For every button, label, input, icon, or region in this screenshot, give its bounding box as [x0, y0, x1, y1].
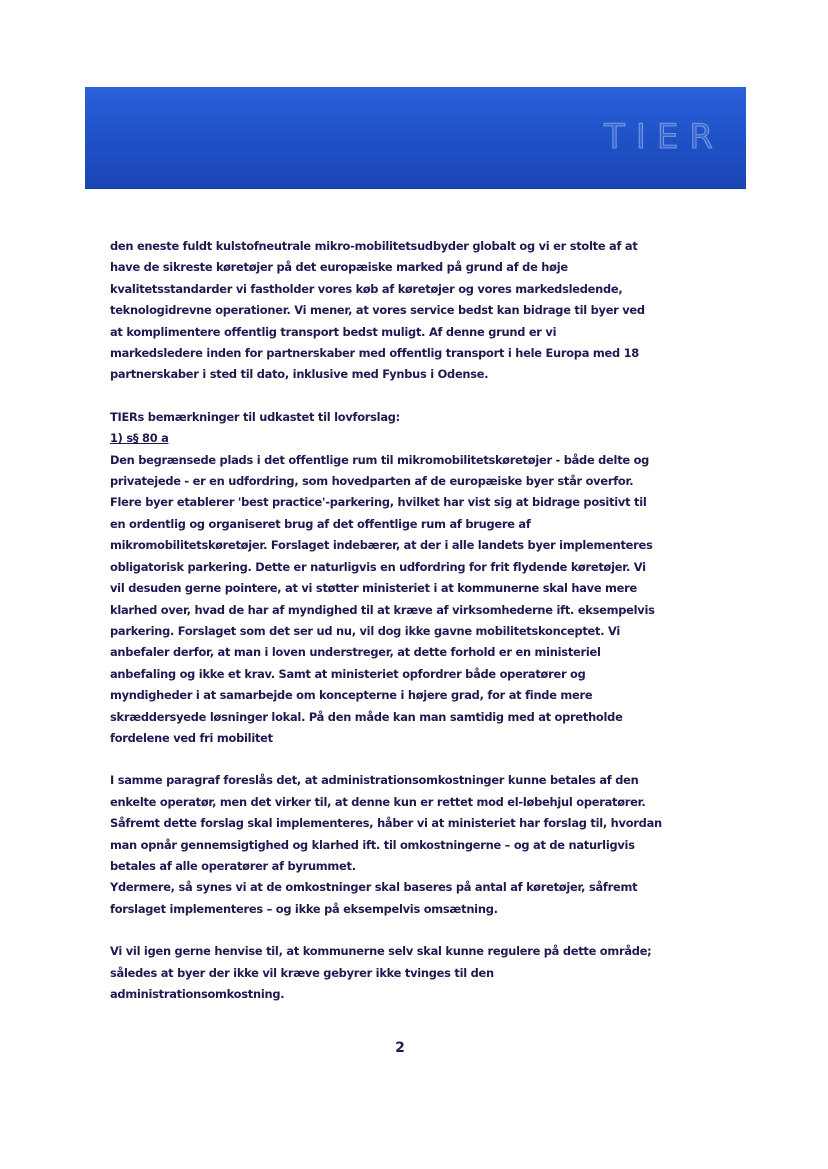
page-number — [0, 1040, 828, 1056]
intro-paragraph: den eneste fuldt kulstofneutrale mikro-mobilitetsudbyder globalt og vi er stolte af at have de sikreste køretøjer på det europæiske marked på grund af de høje kvalitetsstandarder vi fastholder vores køb af køretøjer og vores markedsledende, teknologidrevne operationer. Vi mener, at vores service bedst kan bidrage til byer ved at komplimentere offentlig transport bedst muligt. Af denne grund er vi markedsledere inden for partnerskaber med offentlig transport i hele Europa med 18 partnerskaber i sted til dato, inklusive med Fynbus i Odense. — [110, 239, 645, 382]
paragraph-spacer — [110, 386, 710, 407]
closing-paragraph: Vi vil igen gerne henvise til, at kommunerne selv skal kunne regulere på dette område; således at byer der ikke vil kræve gebyrer ikke tvinges til den administrationsomkostning. — [110, 944, 652, 1001]
section-heading: TIERs bemærkninger til udkastet til lovforslag: — [110, 409, 400, 424]
costs-paragraph: I samme paragraf foreslås det, at administrationsomkostninger kunne betales af den enkelte operatør, men det virker til, at denne kun er rettet mod el-løbehjul operatører. Såfremt dette forslag skal implementeres, håber vi at ministeriet har forslag til, hvordan man opnår gennemsigtighed og klarhed ift. til omkostningerne – og at de naturligvis betales af alle operatører af byrummet. — [110, 773, 662, 873]
parking-paragraph: Den begrænsede plads i det offentlige rum til mikromobilitetskøretøjer - både delte og privatejede - er en udfordring, som hovedparten af de europæiske byer står overfor. Flere byer etablerer 'best practice'-parkering, hvilket har vist sig at bidrage positivt til en ordentlig og organiseret brug af det offentlige rum af brugere af mikromobilitetskøretøjer. Forslaget indebærer, at der i alle landets byer implementeres obligatorisk parkering. Dette er naturligvis en udfordring for frit flydende køretøjer. Vi vil desuden gerne pointere, at vi støtter ministeriet i at kommunerne skal have mere klarhed over, hvad de har af myndighed til at kræve af virksomhederne ift. eksempelvis parkering. Forslaget som det ser ud nu, vil dog ikke gavne mobilitetskonceptet. Vi anbefaler derfor, at man i loven understreger, at dette forhold er en ministeriel anbefaling og ikke et krav. Samt at ministeriet opfordrer både operatører og myndigheder i at samarbejde om koncepterne i højere grad, for at finde mere skræddersyede løsninger lokal. På den måde kan man samtidig med at opretholde fordelene ved fri mobilitet — [110, 452, 655, 745]
tier-logo: TIER — [604, 117, 724, 157]
paragraph-spacer — [110, 920, 710, 941]
section-reference: 1) s§ 80 a — [110, 431, 169, 446]
page-number-text: 2 — [395, 1040, 405, 1056]
paragraph-spacer — [110, 749, 710, 770]
document-body — [110, 236, 710, 1005]
basis-paragraph: Ydermere, så synes vi at de omkostninger skal baseres på antal af køretøjer, såfremt forslaget implementeres – og ikke på eksempelvis omsætning. — [110, 880, 638, 916]
header-banner — [85, 87, 746, 188]
